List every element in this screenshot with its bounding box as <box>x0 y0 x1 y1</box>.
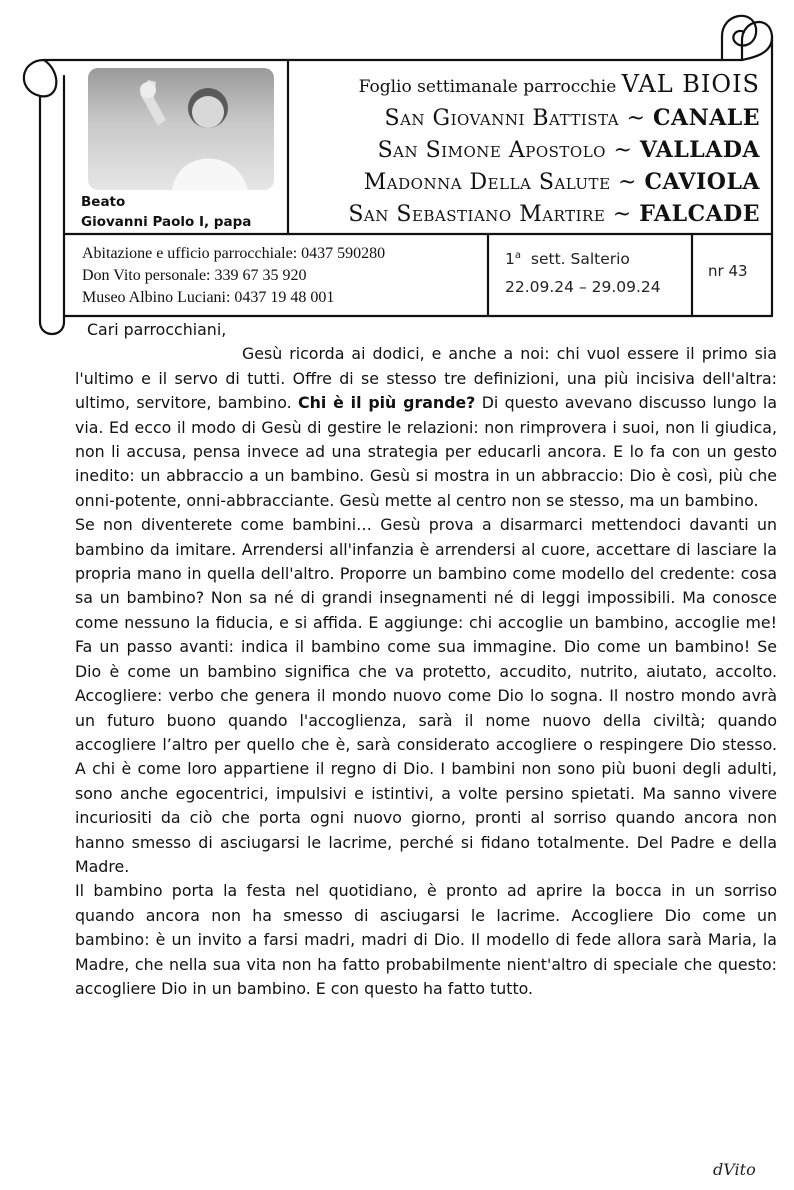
parish-saint: San Giovanni Battista ~ <box>384 106 646 131</box>
caption-name: Giovanni Paolo I, papa <box>81 214 252 230</box>
masthead-title: VAL BIOIS <box>621 70 760 98</box>
parish-line <box>364 169 760 195</box>
parish-place: VALLADA <box>639 137 760 163</box>
parish-line <box>385 105 760 131</box>
paragraph: Gesù ricorda ai dodici, e anche a noi: chi vuol essere il primo sia l'ultimo e il servo di tutti. Offre di se stesso tre definizioni, una più incisiva dell'altra: ultimo, servitore, bambino. Chi è il più grande? Di questo avevano discusso lungo la via. Ed ecco il modo di Gesù di gestire le relazioni: non rimprovera i suoi, non li giudica, non li accusa, pensa invece ad una strategia per educarli ancora. E lo fa con un gesto inedito: un abbraccio a un bambino. Gesù si mostra in un abbraccio: Dio è così, più che onni-potente, onni-abbracciante. Gesù mette al centro non se stesso, ma un bambino. <box>75 344 777 510</box>
parish-line <box>348 201 760 227</box>
parish-saint: San Simone Apostolo ~ <box>377 138 633 163</box>
masthead <box>290 62 760 232</box>
parish-place: FALCADE <box>639 201 760 227</box>
masthead-line <box>359 70 760 98</box>
issue-number: nr 43 <box>708 262 748 280</box>
salterio-week: 1$^a$ sett. Salterio <box>505 250 630 269</box>
parish-place: CAVIOLA <box>644 169 760 195</box>
photo-caption <box>81 192 251 232</box>
contact-line: Museo Albino Luciani: 0437 19 48 001 <box>82 289 335 306</box>
bold-question: Chi è il più grande? <box>298 393 476 413</box>
contact-line: Abitazione e ufficio parrocchiale: 0437 590280 <box>82 245 386 262</box>
pope-photo <box>88 68 274 190</box>
caption-title: Beato <box>81 194 126 210</box>
parish-saint: San Sebastiano Martire ~ <box>348 202 632 227</box>
paragraph: Il bambino porta la festa nel quotidiano, è pronto ad aprire la bocca in un sorriso quando ancora non ha smesso di asciugarsi le lacrime. Accogliere Dio come un bambino: è un invito a farsi madri, madri di Dio. Il modello di fede allora sarà Maria, la Madre, che nella sua vita non ha fatto probabilmente nient'altro di speciale che questo: accogliere Dio in un bambino. E con questo ha fatto tutto. <box>75 881 777 998</box>
masthead-subtitle: Foglio settimanale parrocchie <box>358 77 617 97</box>
paragraph: Se non diventerete come bambini… Gesù prova a disarmarci mettendoci davanti un bambino da imitare. Arrendersi all'infanzia è arrendersi al cuore, accettare di lasciare la propria mano in quella dell'altro. Proporre un bambino come modello del credente: cosa sa un bambino? Non sa né di grandi insegnamenti né di leggi impossibili. Ma conosce come nessuno la fiducia, e si affida. E aggiunge: chi accoglie un bambino, accoglie me! Fa un passo avanti: indica il bambino come sua immagine. Dio come un bambino! Se Dio è come un bambino significa che va protetto, accudito, nutrito, aiutato, accolto. Accogliere: verbo che genera il mondo nuovo come Dio lo sogna. Il nostro mondo avrà un futuro buono quando l'accoglienza, sarà il nome nuovo della civiltà; quando accogliere l’altro per quello che è, sarà considerato accogliere o respingere Dio stesso. A chi è come loro appartiene il regno di Dio. I bambini non sono più buoni degli adulti, sono anche egocentrici, impulsivi e istintivi, a volte persino spietati. Ma sanno vivere incuriositi da ciò che porta ogni nuovo giorno, pronti al sorriso quando ancora non hanno smesso di asciugarsi le lacrime, perché si fidano totalmente. Del Padre e della Madre. <box>75 515 777 876</box>
parish-saint: Madonna Della Salute ~ <box>363 170 637 195</box>
letter-body <box>75 318 777 1001</box>
parish-place: CANALE <box>653 105 760 131</box>
contact-line: Don Vito personale: 339 67 35 920 <box>82 267 307 284</box>
greeting: Cari parrocchiani, <box>87 320 227 339</box>
contacts <box>82 243 385 309</box>
salterio-dates: 22.09.24 – 29.09.24 <box>505 278 661 297</box>
parish-line <box>378 137 760 163</box>
signature: dVito <box>713 1160 756 1179</box>
salterio-box <box>505 242 661 301</box>
